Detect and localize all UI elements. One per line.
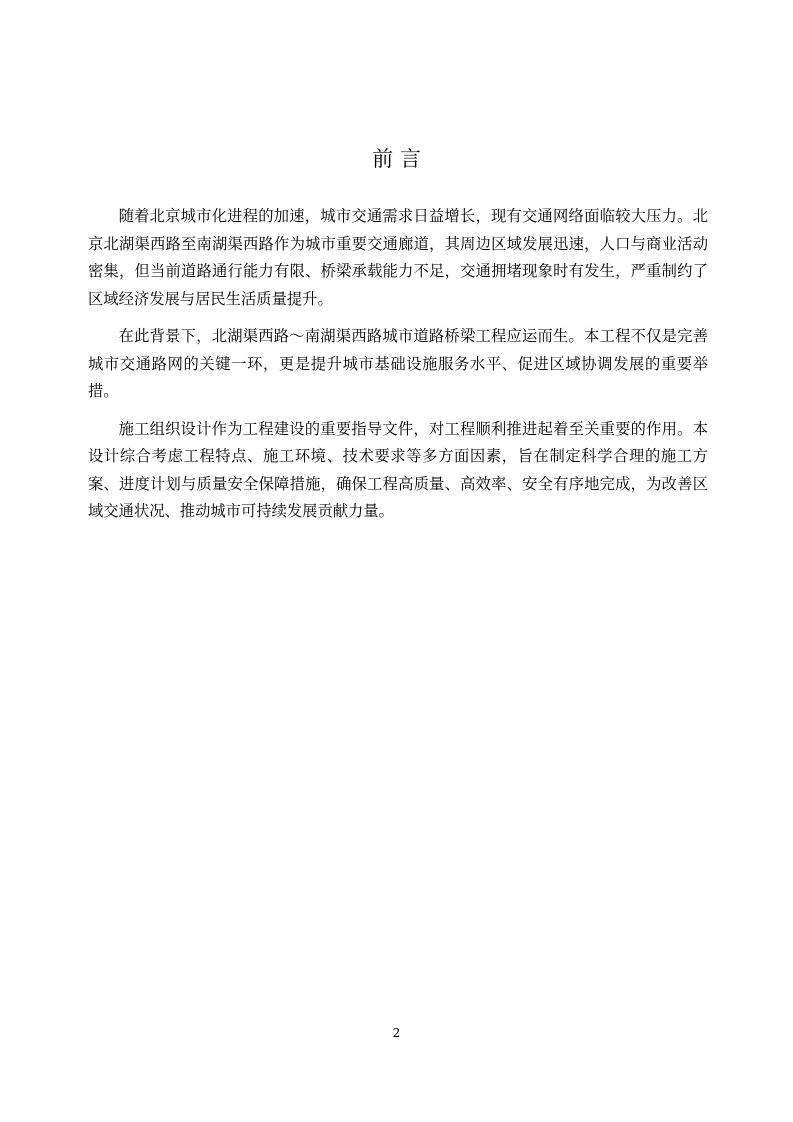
page-number: 2 [392, 1026, 401, 1040]
paragraph-3: 施工组织设计作为工程建设的重要指导文件，对工程顺利推进起着至关重要的作用。本设计综合考虑工程特点、施工环境、技术要求等多方面因素，旨在制定科学合理的施工方案、进度计划与质量安全保障措施，确保工程高质量、高效率、安全有序地完成，为改善区域交通状况、推动城市可持续发展贡献力量。 [88, 419, 708, 520]
paragraph-1: 随着北京城市化进程的加速，城市交通需求日益增长，现有交通网络面临较大压力。北京北湖渠西路至南湖渠西路作为城市重要交通廊道，其周边区域发展迅速，人口与商业活动密集，但当前道路通行能力有限、桥梁承载能力不足，交通拥堵现象时有发生，严重制约了区域经济发展与居民生活质量提升。 [88, 207, 708, 308]
page-title: 前 言 [372, 147, 421, 171]
body-text [88, 203, 708, 536]
paragraph-2: 在此背景下，北湖渠西路～南湖渠西路城市道路桥梁工程应运而生。本工程不仅是完善城市交通路网的关键一环，更是提升城市基础设施服务水平、促进区域协调发展的重要举措。 [88, 327, 708, 400]
